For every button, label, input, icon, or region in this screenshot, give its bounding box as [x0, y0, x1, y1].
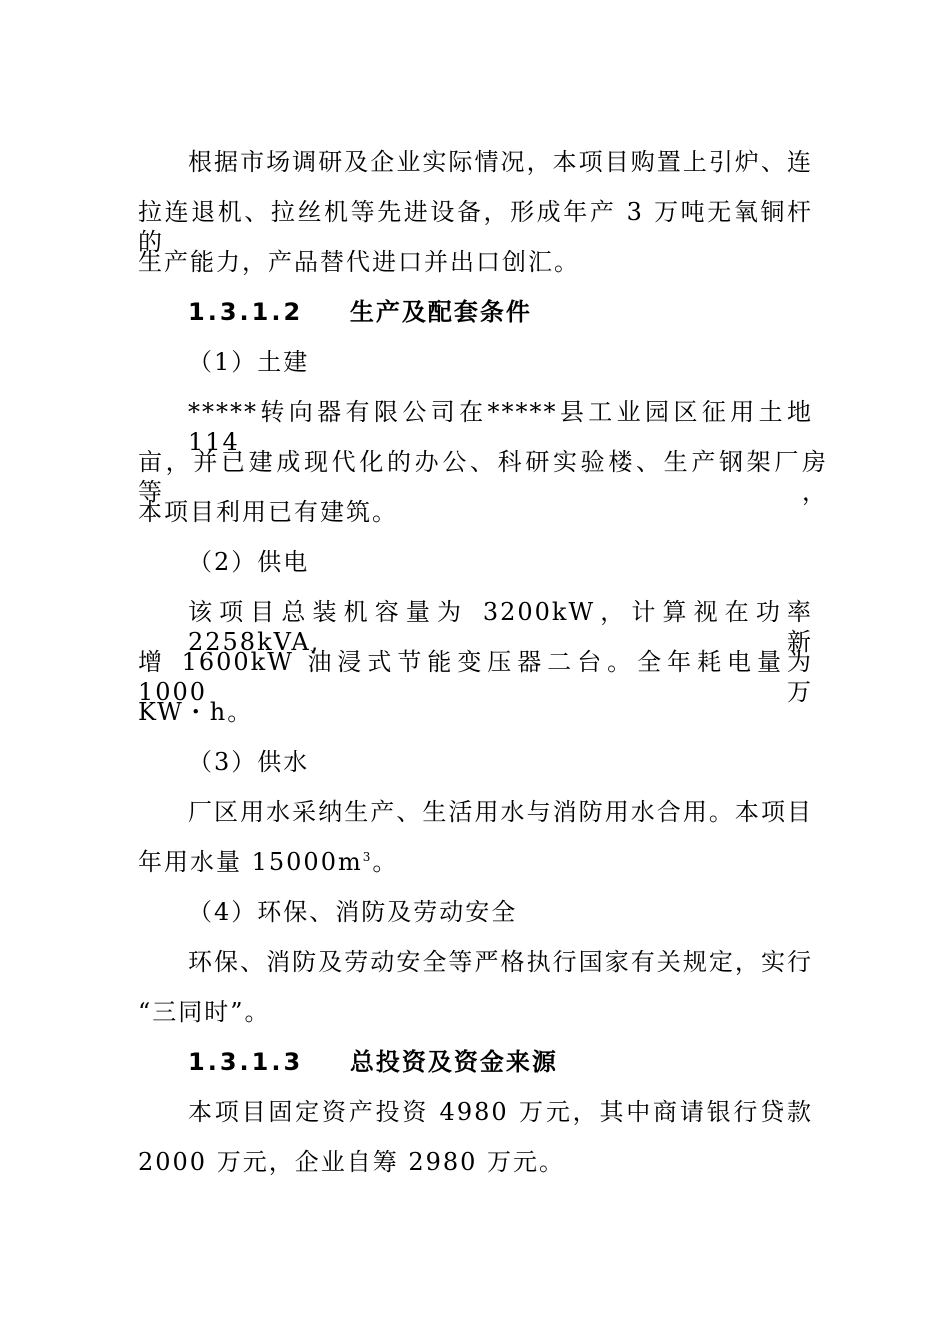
intro-line-2: 拉连退机、拉丝机等先进设备，形成年产 3 万吨无氧铜杆的 — [138, 198, 813, 256]
investment-line-1: 本项目固定资产投资 4980 万元，其中商请银行贷款 — [188, 1098, 813, 1126]
cubic-superscript: 3 — [362, 850, 373, 864]
section-number: 1.3.1.3 — [188, 1048, 304, 1076]
power-line-3: KW・h。 — [138, 698, 254, 726]
section-title: 总投资及资金来源 — [349, 1048, 558, 1076]
env-line-2: “三同时”。 — [138, 998, 271, 1026]
intro-line-1: 根据市场调研及企业实际情况，本项目购置上引炉、连 — [188, 148, 813, 176]
investment-line-2: 2000 万元，企业自筹 2980 万元。 — [138, 1148, 566, 1176]
water-line-2 — [138, 847, 538, 877]
section-heading-1312 — [188, 297, 588, 327]
power-line-1: 该项目总装机容量为 3200kW，计算视在功率 2258kVA,新 — [188, 598, 813, 656]
power-heading: （2）供电 — [188, 548, 310, 576]
section-title: 生产及配套条件 — [349, 298, 532, 326]
power-line-2: 增 1600kW 油浸式节能变压器二台。全年耗电量为 1000 万 — [138, 648, 813, 706]
intro-line-3: 生产能力，产品替代进口并出口创汇。 — [138, 248, 580, 276]
env-heading: （4）环保、消防及劳动安全 — [188, 898, 518, 926]
civil-line-3: 本项目利用已有建筑。 — [138, 498, 398, 526]
civil-line-2: 亩，并已建成现代化的办公、科研实验楼、生产钢架厂房等， — [138, 448, 828, 506]
civil-heading: （1）土建 — [188, 348, 310, 376]
water-heading: （3）供水 — [188, 748, 310, 776]
water-line-end: 。 — [372, 848, 399, 876]
section-heading-1313 — [188, 1047, 638, 1077]
env-line-1: 环保、消防及劳动安全等严格执行国家有关规定，实行 — [188, 948, 813, 976]
water-volume-text: 年用水量 15000m — [138, 848, 363, 876]
water-line-1: 厂区用水采纳生产、生活用水与消防用水合用。本项目 — [188, 798, 813, 826]
section-number: 1.3.1.2 — [188, 298, 304, 326]
civil-line-1: *****转向器有限公司在*****县工业园区征用土地 114 — [188, 398, 813, 456]
